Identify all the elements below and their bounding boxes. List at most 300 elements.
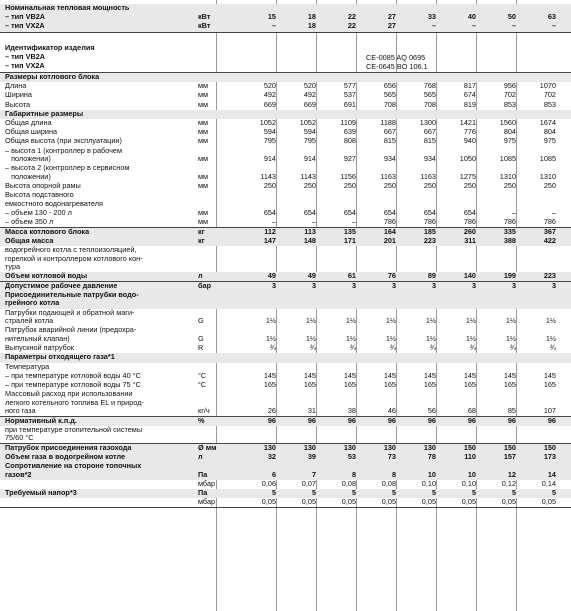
value-cell: 1½ (545, 333, 556, 343)
value-cell: 691 (343, 99, 356, 109)
value-cell: 656 (383, 81, 396, 91)
table-row (0, 82, 571, 91)
value-cell: 38 (347, 406, 356, 416)
value-cell: 1½ (305, 333, 316, 343)
value-cell: 0,12 (501, 478, 516, 488)
value-cell: 1674 (539, 118, 556, 127)
value-cell: 140 (463, 271, 476, 281)
value-cell: 1163 (380, 171, 396, 181)
value-cell: 3 (471, 280, 476, 290)
row-unit: кВт (198, 12, 211, 22)
value-cell: 7 (311, 469, 316, 479)
value-cell: 1421 (459, 118, 476, 127)
value-cell: 0,05 (261, 497, 276, 507)
value-cell: 96 (507, 415, 516, 425)
value-cell: 15 (267, 12, 276, 22)
value-cell: 6 (271, 469, 276, 479)
row-label: Габаритные размеры (5, 108, 84, 118)
row-unit: мм (198, 118, 209, 127)
row-unit: % (198, 415, 205, 425)
value-cell: 975 (503, 136, 516, 146)
value-cell: 8 (391, 469, 396, 479)
value-cell: ¾ (269, 343, 276, 353)
value-cell: 3 (551, 280, 556, 290)
value-cell: 164 (383, 226, 396, 236)
value-cell: 250 (263, 181, 276, 191)
value-cell: 0,05 (541, 497, 556, 507)
value-cell: 223 (543, 271, 556, 281)
value-cell: 260 (463, 226, 476, 236)
value-cell: 0,10 (421, 478, 436, 488)
table-row (0, 209, 571, 218)
value-cell: 1½ (465, 333, 476, 343)
value-cell: 5 (511, 488, 516, 497)
table-row (0, 291, 571, 309)
value-cell: 145 (503, 370, 516, 380)
value-cell: 0,05 (461, 497, 476, 507)
table-row (0, 73, 571, 82)
value-cell: 815 (383, 136, 396, 146)
value-cell: 130 (343, 442, 356, 452)
value-cell: 1143 (260, 171, 276, 181)
value-cell: 1½ (305, 316, 316, 326)
row-label: Нормативный к.п.д. (5, 415, 77, 425)
row-label: Длина (5, 81, 27, 91)
value-cell: 853 (503, 99, 516, 109)
row-label: Температура (5, 361, 50, 371)
value-cell: 185 (423, 226, 436, 236)
value-cell: 96 (267, 415, 276, 425)
value-cell: 914 (263, 154, 276, 164)
row-unit: мм (198, 90, 209, 100)
row-label: Объем котловой воды (5, 271, 88, 281)
value-cell: 5 (271, 488, 276, 497)
value-cell: 135 (343, 226, 356, 236)
value-cell: 667 (423, 127, 436, 137)
table-row (0, 22, 571, 31)
row-unit: R (198, 343, 204, 353)
table-row (0, 110, 571, 119)
table-row (0, 480, 571, 489)
value-cell: – (271, 217, 276, 227)
value-cell: 667 (383, 127, 396, 137)
value-cell: 3 (271, 280, 276, 290)
value-cell: 250 (463, 181, 476, 191)
value-cell: 492 (303, 90, 316, 100)
value-cell: 250 (383, 181, 396, 191)
value-cell: 311 (464, 235, 476, 245)
row-label: Допустимое рабочее давление (5, 280, 118, 290)
value-cell: 96 (307, 415, 316, 425)
value-cell: 96 (547, 415, 556, 425)
value-cell: 3 (351, 280, 356, 290)
value-cell: 577 (343, 81, 356, 91)
value-cell: 148 (303, 235, 316, 245)
value-cell: 96 (387, 415, 396, 425)
row-label: Общая длина (5, 118, 52, 127)
value-cell: 78 (427, 451, 436, 461)
value-cell: 145 (423, 370, 436, 380)
value-cell: 594 (263, 127, 276, 137)
value-cell: 173 (543, 451, 556, 461)
value-cell: 76 (387, 271, 396, 281)
row-unit: мм (198, 81, 209, 91)
value-cell: 815 (423, 136, 436, 146)
row-unit: мм (198, 217, 209, 227)
row-unit: мм (198, 127, 209, 137)
value-cell: 110 (464, 451, 476, 461)
value-cell: 130 (423, 442, 436, 452)
value-cell: 1085 (539, 154, 556, 164)
value-cell: 130 (383, 442, 396, 452)
table-row (0, 119, 571, 128)
value-cell: 145 (383, 370, 396, 380)
value-cell: 3 (431, 280, 436, 290)
value-cell: 388 (503, 235, 516, 245)
value-cell: 165 (463, 380, 476, 389)
row-label: Высота опорной рамы (5, 181, 81, 191)
row-separator (0, 32, 571, 33)
row-label: – тип VX2A (5, 21, 45, 31)
value-cell: 96 (427, 415, 436, 425)
value-cell: 1310 (539, 171, 556, 181)
value-cell: 853 (543, 99, 556, 109)
row-unit: Па (198, 488, 208, 497)
value-cell: 639 (343, 127, 356, 137)
row-unit: G (198, 316, 204, 326)
row-unit: G (198, 333, 204, 343)
table-row (0, 309, 571, 327)
value-cell: – (351, 217, 356, 227)
table-row (0, 489, 571, 498)
table-row (0, 164, 571, 182)
row-unit: мм (198, 154, 209, 164)
value-cell: 40 (467, 12, 476, 22)
value-cell: 669 (303, 99, 316, 109)
value-cell: 1052 (299, 118, 316, 127)
row-label: – объем 130 - 200 л (5, 208, 72, 218)
value-cell: 1½ (465, 316, 476, 326)
value-cell: 26 (267, 406, 276, 416)
identifier-vx2a-code: CE-0645 BO 106.1 (366, 62, 428, 71)
value-cell: ¾ (429, 343, 436, 353)
value-cell: 1½ (385, 333, 396, 343)
value-cell: 1½ (385, 316, 396, 326)
value-cell: 250 (303, 181, 316, 191)
row-label: Высота (5, 99, 31, 109)
value-cell: 1050 (459, 154, 476, 164)
value-cell: 85 (507, 406, 516, 416)
value-cell: ¾ (469, 343, 476, 353)
value-cell: 89 (427, 271, 436, 281)
value-cell: 14 (547, 469, 556, 479)
value-cell: 250 (423, 181, 436, 191)
value-cell: 0,05 (381, 497, 396, 507)
value-cell: 786 (423, 217, 436, 227)
value-cell: 96 (347, 415, 356, 425)
value-cell: ¾ (509, 343, 516, 353)
value-cell: 33 (427, 12, 436, 22)
value-cell: 96 (467, 415, 476, 425)
value-cell: 934 (383, 154, 396, 164)
value-cell: 22 (347, 21, 356, 31)
value-cell: 654 (263, 208, 276, 218)
row-unit: кг (198, 235, 205, 245)
value-cell: 8 (351, 469, 356, 479)
value-cell: 927 (343, 154, 356, 164)
row-label: – объем 350 л (5, 217, 54, 227)
value-cell: 708 (383, 99, 396, 109)
row-label: Выпускной патрубок (5, 343, 74, 353)
value-cell: 786 (543, 217, 556, 227)
value-cell: 804 (503, 127, 516, 137)
table-row (0, 246, 571, 272)
value-cell: 0,05 (501, 497, 516, 507)
value-cell: 0,08 (341, 478, 356, 488)
value-cell: 654 (463, 208, 476, 218)
value-cell: 3 (511, 280, 516, 290)
value-cell: 27 (387, 21, 396, 31)
value-cell: 165 (503, 380, 516, 389)
value-cell: 10 (427, 469, 436, 479)
value-cell: 786 (503, 217, 516, 227)
value-cell: – (311, 217, 316, 227)
value-cell: 1½ (345, 333, 356, 343)
value-cell: 1½ (425, 316, 436, 326)
table-row (0, 191, 571, 209)
value-cell: 5 (471, 488, 476, 497)
value-cell: 0,10 (461, 478, 476, 488)
identifier-vx2a-label: – тип VX2A (5, 61, 45, 70)
row-unit: кг (198, 226, 205, 236)
value-cell: 808 (343, 136, 356, 146)
value-cell: 1143 (300, 171, 316, 181)
value-cell: 3 (311, 280, 316, 290)
value-cell: 171 (343, 235, 356, 245)
value-cell: 674 (463, 90, 476, 100)
value-cell: 32 (267, 451, 276, 461)
value-cell: ¾ (389, 343, 396, 353)
value-cell: 914 (303, 154, 316, 164)
value-cell: 3 (391, 280, 396, 290)
row-label: – при температуре котловой воды 75 °C (5, 380, 141, 389)
row-label: Высота подставного емкостного водонагревателя (5, 190, 103, 208)
value-cell: 150 (503, 442, 516, 452)
row-unit: °C (198, 380, 207, 389)
row-unit: л (198, 271, 203, 281)
value-cell: 223 (423, 235, 436, 245)
value-cell: 250 (343, 181, 356, 191)
value-cell: 145 (303, 370, 316, 380)
value-cell: 107 (543, 406, 556, 416)
value-cell: 0,06 (261, 478, 276, 488)
table-row (0, 4, 571, 13)
value-cell: 1½ (265, 333, 276, 343)
value-cell: 0,05 (341, 497, 356, 507)
value-cell: 50 (507, 12, 516, 22)
value-cell: 804 (543, 127, 556, 137)
value-cell: 10 (467, 469, 476, 479)
value-cell: 130 (303, 442, 316, 452)
row-label: Патрубок присоединения газохода (5, 442, 132, 452)
value-cell: 702 (503, 90, 516, 100)
value-cell: 165 (263, 380, 276, 389)
value-cell: 56 (427, 406, 436, 416)
value-cell: 492 (263, 90, 276, 100)
row-unit: мм (198, 181, 209, 191)
value-cell: 12 (507, 469, 516, 479)
value-cell: 786 (463, 217, 476, 227)
row-unit: л (198, 451, 203, 461)
value-cell: 565 (423, 90, 436, 100)
value-cell: 130 (263, 442, 276, 452)
value-cell: 422 (543, 235, 556, 245)
identifier-title: Идентификатор изделия (5, 43, 95, 52)
row-label: Патрубки подающей и обратной маги- стралей котла (5, 307, 135, 326)
row-unit: мбар (198, 478, 216, 488)
table-row (0, 147, 571, 165)
value-cell: 1085 (499, 154, 516, 164)
value-cell: 0,08 (381, 478, 396, 488)
value-cell: 18 (307, 21, 316, 31)
table-row (0, 390, 571, 416)
value-cell: 975 (543, 136, 556, 146)
table-row (0, 426, 571, 444)
row-unit: мм (198, 171, 209, 181)
value-cell: 145 (463, 370, 476, 380)
row-label: при температуре отопительной системы 75/60 °C (5, 424, 143, 443)
row-label: – высота 2 (контроллер в сервисном положении) (5, 163, 130, 181)
row-unit: мм (198, 99, 209, 109)
value-cell: 39 (307, 451, 316, 461)
value-cell: 956 (503, 81, 516, 91)
value-cell: 1052 (259, 118, 276, 127)
row-label: – высота 1 (контроллер в рабочем положении) (5, 145, 122, 164)
value-cell: 199 (503, 271, 516, 281)
table-row (0, 182, 571, 191)
value-cell: 795 (303, 136, 316, 146)
row-label: Общая ширина (5, 127, 58, 137)
table-row (0, 353, 571, 362)
value-cell: 165 (383, 380, 396, 389)
value-cell: 112 (264, 226, 276, 236)
value-cell: 61 (347, 271, 356, 281)
value-cell: 367 (543, 226, 556, 236)
row-label: Присоединительные патрубки водо- грейного котла (5, 289, 139, 308)
value-cell: 1070 (539, 81, 556, 91)
row-label: Масса котлового блока (5, 226, 90, 236)
value-cell: 654 (383, 208, 396, 218)
value-cell: 5 (551, 488, 556, 497)
table-row (0, 498, 571, 507)
value-cell: 0,05 (421, 497, 436, 507)
value-cell: – (511, 208, 516, 218)
value-cell: 1300 (419, 118, 436, 127)
value-cell: 5 (431, 488, 436, 497)
value-cell: 1275 (459, 171, 476, 181)
row-label: Ширина (5, 90, 32, 100)
row-label: Общая масса (5, 235, 54, 245)
value-cell: 63 (547, 12, 556, 22)
value-cell: 31 (307, 406, 316, 416)
row-unit: Ø мм (198, 442, 217, 452)
value-cell: 768 (423, 81, 436, 91)
value-cell: 708 (423, 99, 436, 109)
value-cell: 654 (423, 208, 436, 218)
row-label: Массовый расход при использовании легкого котельного топлива EL и природ- ного газа (5, 389, 144, 416)
value-cell: 702 (543, 90, 556, 100)
value-cell: 776 (463, 127, 476, 137)
row-label: Сопротивление на стороне топочных газов*2 (5, 461, 142, 479)
value-cell: 1156 (340, 171, 356, 181)
value-cell: 1½ (545, 316, 556, 326)
row-unit: бар (198, 280, 212, 290)
value-cell: – (551, 208, 556, 218)
value-cell: 250 (503, 181, 516, 191)
value-cell: 46 (387, 406, 396, 416)
row-label: Патрубок аварийной линии (предохра- нительный клапан) (5, 325, 137, 343)
identifier-section (0, 44, 571, 72)
value-cell: – (431, 21, 436, 31)
row-label: – при температуре котловой воды 40 °C (5, 370, 141, 380)
value-cell: 5 (391, 488, 396, 497)
table-row (0, 462, 571, 480)
value-cell: 22 (347, 12, 356, 22)
row-label: Номинальная тепловая мощность (5, 3, 130, 12)
value-cell: 5 (311, 488, 316, 497)
value-cell: ¾ (549, 343, 556, 353)
value-cell: 940 (463, 136, 476, 146)
row-unit: мм (198, 208, 209, 218)
value-cell: 49 (307, 271, 316, 281)
value-cell: 1188 (380, 118, 396, 127)
value-cell: 934 (423, 154, 436, 164)
value-cell: 1560 (499, 118, 516, 127)
value-cell: – (271, 21, 276, 31)
value-cell: – (471, 21, 476, 31)
value-cell: 5 (351, 488, 356, 497)
value-cell: ¾ (349, 343, 356, 353)
value-cell: 147 (263, 235, 276, 245)
value-cell: 0,14 (541, 478, 556, 488)
row-label: Параметры отходящего газа*1 (5, 352, 115, 362)
value-cell: 165 (343, 380, 356, 389)
table-row (0, 326, 571, 344)
table-row (0, 91, 571, 100)
table-row (0, 13, 571, 22)
value-cell: 654 (343, 208, 356, 218)
value-cell: 654 (303, 208, 316, 218)
value-cell: 335 (503, 226, 516, 236)
value-cell: 520 (263, 81, 276, 91)
value-cell: 201 (383, 235, 396, 245)
value-cell: 1½ (345, 316, 356, 326)
value-cell: 520 (303, 81, 316, 91)
value-cell: 145 (263, 370, 276, 380)
value-cell: 157 (503, 451, 516, 461)
value-cell: 113 (304, 226, 316, 236)
value-cell: 165 (423, 380, 436, 389)
value-cell: – (511, 21, 516, 31)
row-label: Размеры котлового блока (5, 72, 100, 81)
value-cell: 1163 (420, 171, 436, 181)
identifier-vb2a-code: CE-0085 AQ 0695 (366, 53, 426, 62)
value-cell: 73 (387, 451, 396, 461)
value-cell: 795 (263, 136, 276, 146)
value-cell: 27 (387, 12, 396, 22)
value-cell: 145 (343, 370, 356, 380)
value-cell: 0,05 (301, 497, 316, 507)
